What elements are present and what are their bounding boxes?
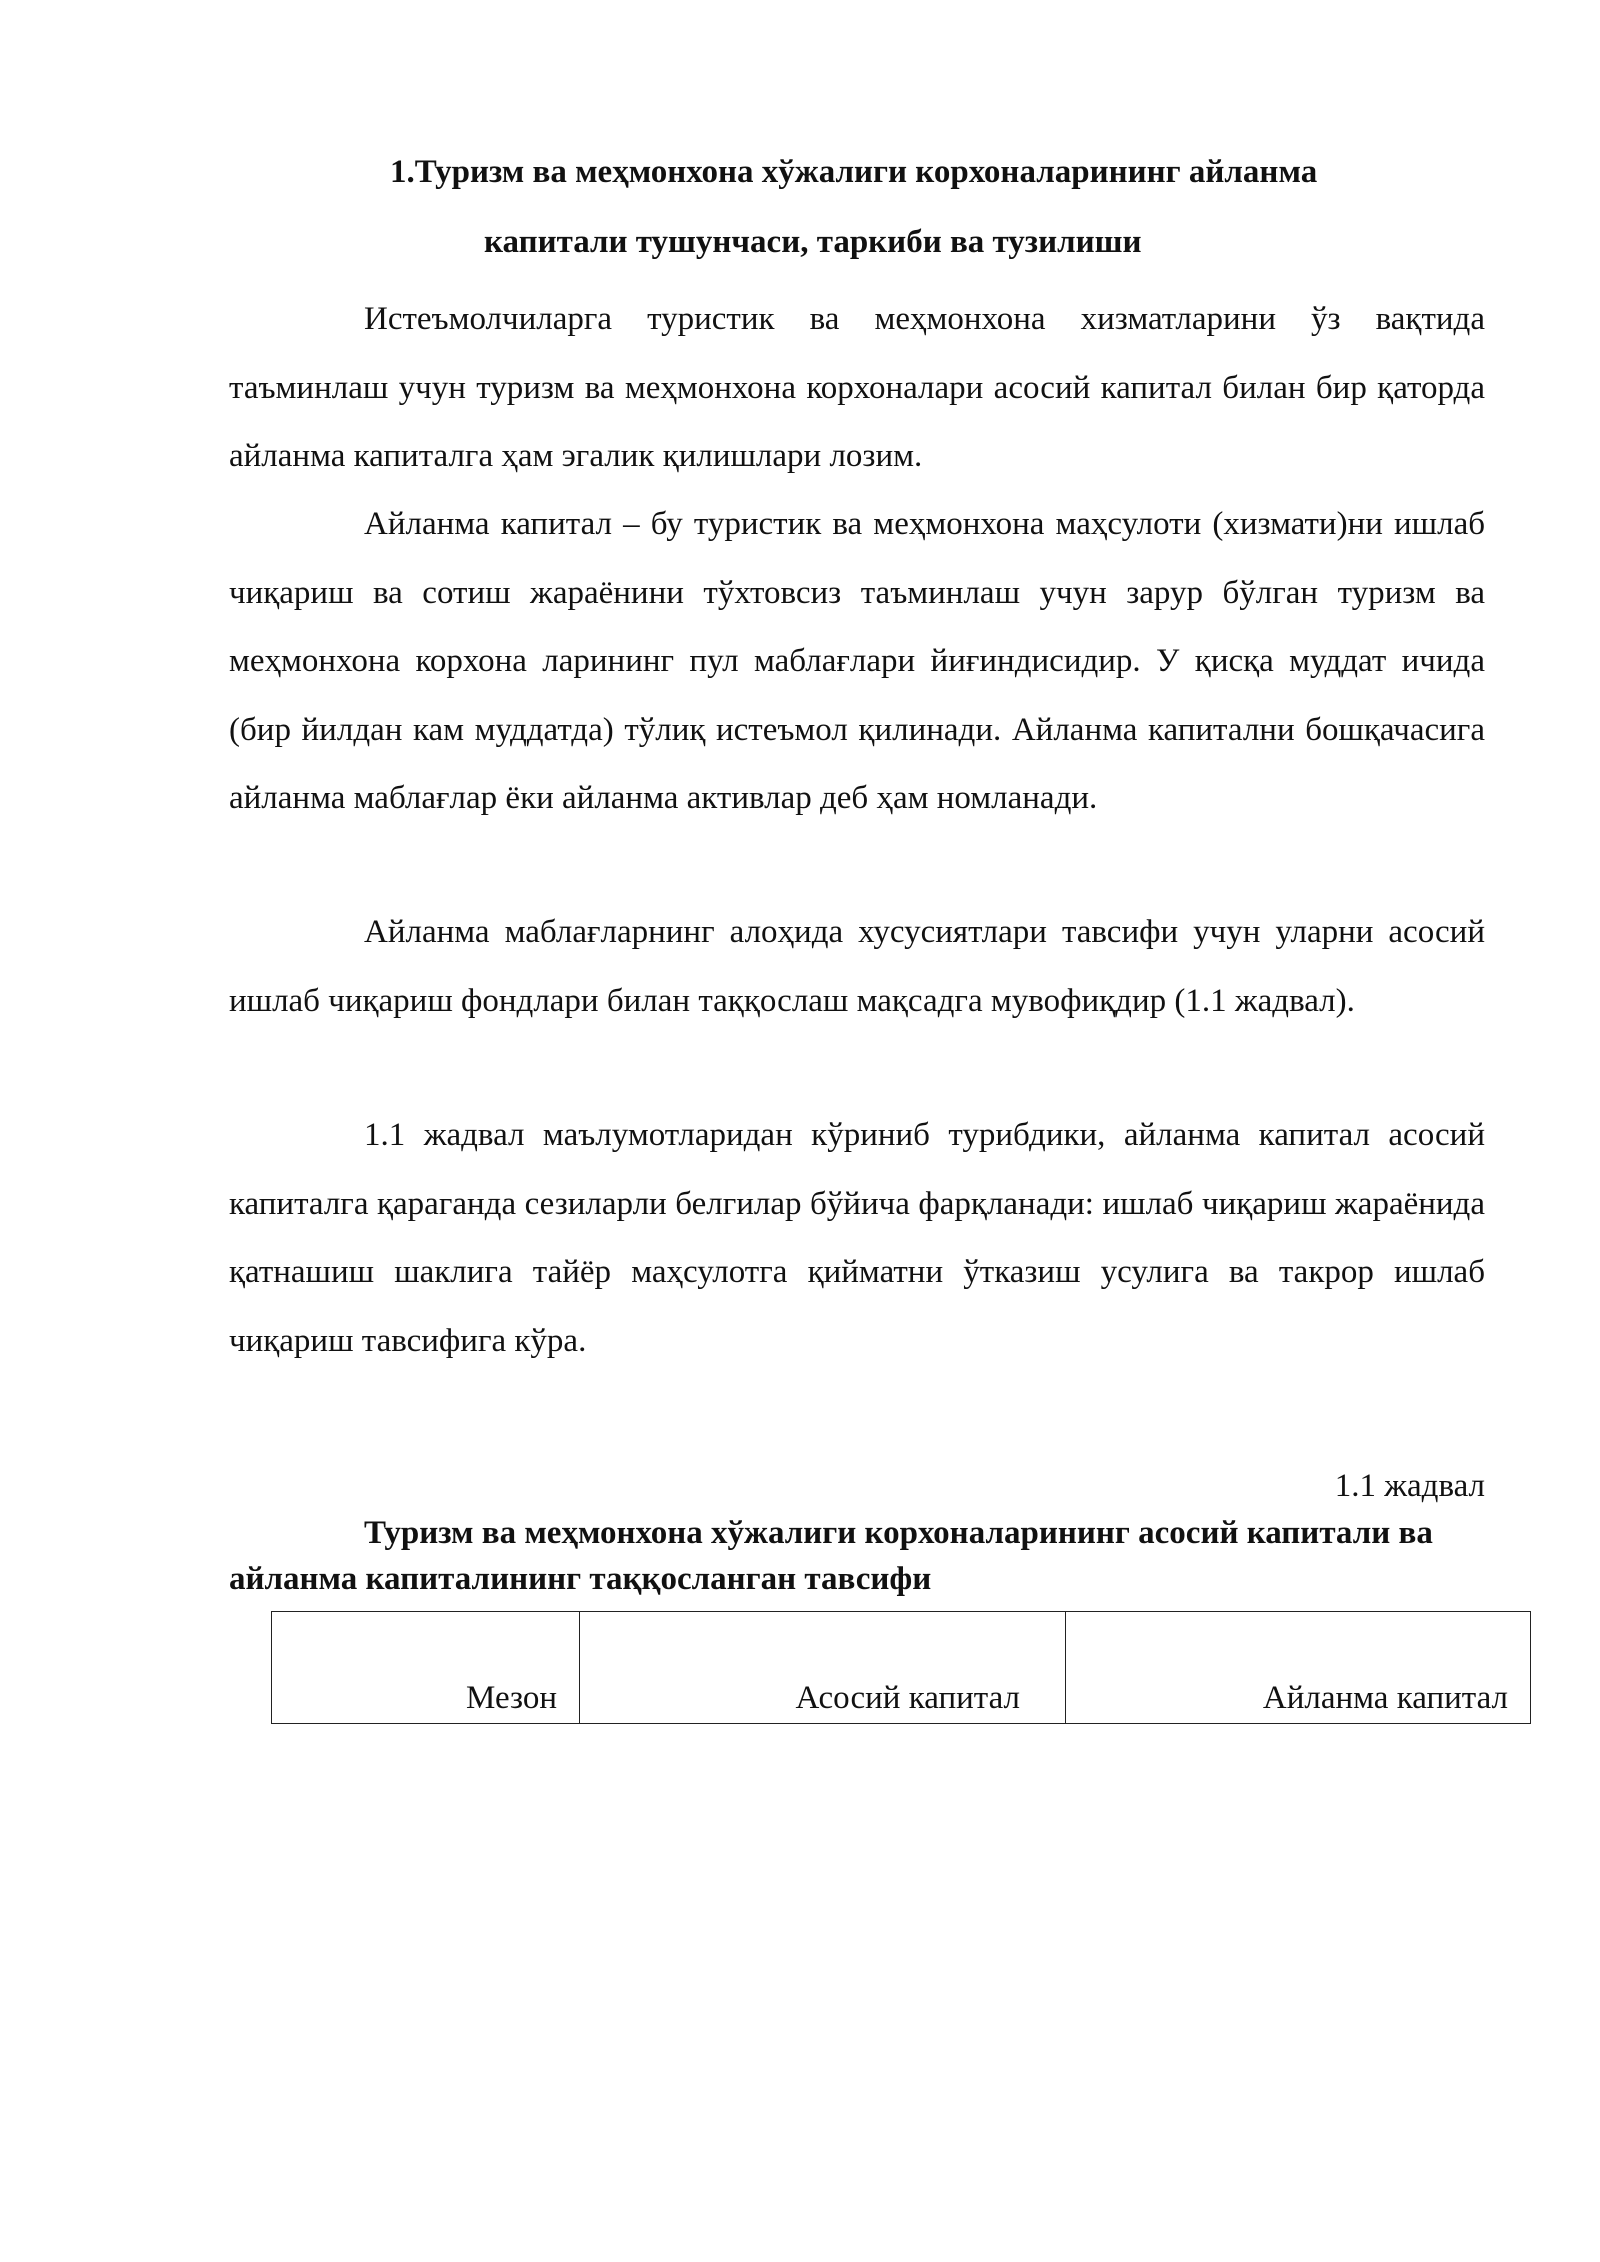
header-criterion: Мезон	[272, 1612, 580, 1724]
header-fixed-capital: Асосий капитал	[580, 1612, 1066, 1724]
section-title-line-2: капитали тушунчаси, таркиби ва тузилиши	[484, 224, 1142, 260]
table-header-row	[272, 1612, 1531, 1724]
paragraph-3: Айланма маблағларнинг алоҳида хусусиятлари тавсифи учун уларни асосий ишлаб чиқариш фондлари билан таққослаш мақсадга мувофиқдир (1.1 жадвал).	[229, 914, 1485, 1019]
comparison-table	[271, 1611, 1531, 1724]
paragraph-4: 1.1 жадвал маълумотларидан кўриниб турибдики, айланма капитал асосий капиталга қараганда сезиларли белгилар бўйича фарқланади: ишлаб чиқариш жараёнида қатнашиш шаклига тайёр маҳсулотга қийматни ўтказиш усулига ва такрор ишлаб чиқариш тавсифига кўра.	[229, 1117, 1485, 1359]
section-title-line-1: 1.Туризм ва меҳмонхона хўжалиги корхоналарининг айланма	[390, 154, 1318, 190]
header-working-capital: Айланма капитал	[1066, 1612, 1531, 1724]
paragraph-2: Айланма капитал – бу туристик ва меҳмонхона маҳсулоти (хизмати)ни ишлаб чиқариш ва сотиш жараёнини тўхтовсиз таъминлаш учун зарур бўлган туризм ва меҳмонхона корхона ларининг пул маблағлари йиғиндисидир. У қисқа муддат ичида (бир йилдан кам муддатда) тўлиқ истеъмол қилинади. Айланма капитални бошқачасига айланма маблағлар ёки айланма активлар деб ҳам номланади.	[229, 506, 1485, 816]
table-caption: Туризм ва меҳмонхона хўжалиги корхоналарининг асосий капитали ва айланма капиталининг таққосланган тавсифи	[229, 1515, 1433, 1597]
paragraph-1: Истеъмолчиларга туристик ва меҳмонхона хизматларини ўз вақтида таъминлаш учун туризм ва меҳмонхона корхоналари асосий капитал билан бир қаторда айланма капиталга ҳам эгалик қилишлари лозим.	[229, 301, 1485, 474]
table-number-label: 1.1 жадвал	[1334, 1468, 1485, 1504]
